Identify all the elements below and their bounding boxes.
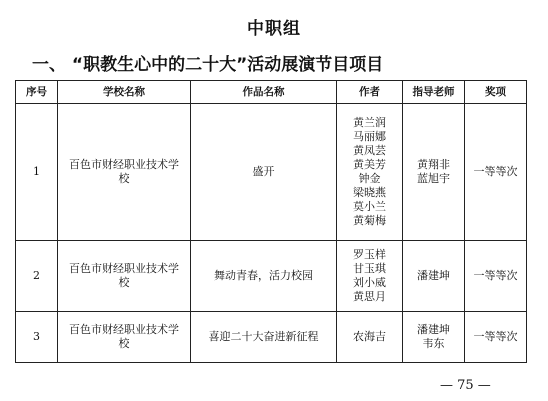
table-header-row: [16, 81, 527, 104]
cell-award: 一等等次: [465, 104, 527, 241]
section-heading: 一、 “职教生心中的二十大”活动展演节目项目: [32, 55, 384, 75]
author-name: 刘小威: [353, 276, 386, 289]
author-name: 马丽娜: [353, 130, 386, 143]
header-school: 学校名称: [58, 81, 191, 104]
cell-authors: [337, 241, 403, 312]
cell-teachers: [403, 312, 465, 363]
teacher-name: 潘建坤: [417, 323, 450, 336]
page-number: — 75 —: [440, 378, 491, 393]
table-row: [16, 312, 527, 363]
author-name: 钟金: [358, 172, 381, 185]
author-name: 黄兰润: [353, 116, 386, 129]
group-title: 中职组: [247, 19, 301, 39]
cell-teachers: [403, 104, 465, 241]
teacher-name: 韦东: [422, 337, 445, 350]
author-name: 梁晓燕: [353, 186, 386, 199]
author-name: 黄凤芸: [353, 144, 386, 157]
cell-no: 2: [16, 241, 58, 312]
header-teacher: 指导老师: [403, 81, 465, 104]
cell-work: 盛开: [191, 104, 337, 241]
header-author: 作者: [337, 81, 403, 104]
cell-teachers: [403, 241, 465, 312]
table-row: [16, 241, 527, 312]
cell-no: 1: [16, 104, 58, 241]
table-row: [16, 104, 527, 241]
author-name: 甘玉琪: [353, 262, 386, 275]
cell-school: 百色市财经职业技术学校: [58, 241, 191, 312]
cell-authors: [337, 104, 403, 241]
cell-authors: [337, 312, 403, 363]
author-name: 黄菊梅: [353, 214, 386, 227]
author-name: 农海吉: [353, 330, 386, 343]
cell-school: 百色市财经职业技术学校: [58, 104, 191, 241]
teacher-name: 蓝旭宇: [417, 172, 450, 185]
teacher-name: 黄翔非: [417, 158, 450, 171]
cell-no: 3: [16, 312, 58, 363]
author-name: 罗玉样: [353, 248, 386, 261]
cell-school: 百色市财经职业技术学校: [58, 312, 191, 363]
header-award: 奖项: [465, 81, 527, 104]
teacher-name: 潘建坤: [417, 269, 450, 282]
cell-award: 一等等次: [465, 241, 527, 312]
awards-table: [15, 80, 527, 363]
cell-work: 喜迎二十大奋进新征程: [191, 312, 337, 363]
author-name: 莫小兰: [353, 200, 386, 213]
cell-award: 一等等次: [465, 312, 527, 363]
header-no: 序号: [16, 81, 58, 104]
header-work: 作品名称: [191, 81, 337, 104]
author-name: 黄美芳: [353, 158, 386, 171]
author-name: 黄思月: [353, 290, 386, 303]
cell-work: 舞动青春，活力校园: [191, 241, 337, 312]
